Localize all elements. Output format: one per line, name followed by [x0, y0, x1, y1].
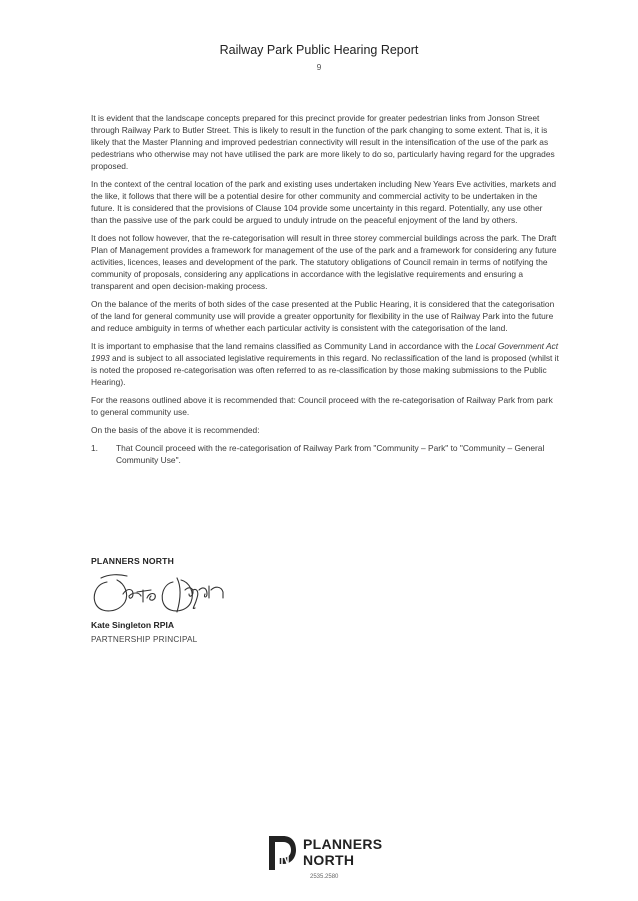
page-number: 9	[316, 62, 322, 72]
handwritten-signature	[89, 568, 239, 618]
paragraph: In the context of the central location of the park and existing uses undertaken including New Years Eve activities, markets and the like, it follows that there will be a potential desire for other community and commercial activity to be undertaken in the future. It is considered that the provisions of Clause 104 provide some uncertainty in this regard. Potentially, any use other than the passive use of the park could be argued to unduly intrude on the peaceful enjoyment of the land by others.	[91, 179, 557, 225]
paragraph: On the balance of the merits of both sides of the case presented at the Public Hearing, it is considered that the categorisation of the land for general community use will provide a greater opportunity for flexibility in the use of Railway Park into the future and reduce ambiguity in terms of whether each particular activity is consistent with the categorisation of the land.	[91, 299, 555, 333]
logo-text-line1: PLANNERS	[303, 836, 383, 852]
signer-name: Kate Singleton RPIA	[91, 620, 175, 630]
legislation-title: Local Government Act 1993	[91, 341, 559, 363]
signer-role: PARTNERSHIP PRINCIPAL	[91, 635, 198, 644]
firm-name: PLANNERS NORTH	[91, 556, 175, 566]
logo-mark-icon	[266, 830, 296, 876]
page-title: Railway Park Public Hearing Report	[219, 43, 419, 57]
paragraph-text: It is important to emphasise that the land remains classified as Community Land in accordance with the	[91, 341, 476, 351]
signature-block	[91, 556, 331, 644]
planners-north-logo	[266, 826, 406, 888]
logo-text-line2: NORTH	[303, 852, 355, 868]
recommendation-number: 1.	[91, 443, 98, 453]
paragraph-text: and is subject to all associated legislative requirements in this regard. No reclassification of the land is proposed (whilst it is noted the proposed re-categorisation was often referred to as re-classification by those making submissions to the Public Hearing).	[91, 353, 559, 387]
paragraph: On the basis of the above it is recommended:	[91, 425, 260, 435]
paragraph: It is evident that the landscape concepts prepared for this precinct provide for greater pedestrian links from Jonson Street through Railway Park to Butler Street. This is likely to result in the function of the park changing to some extent. That is, it is likely that the Master Planning and improved pedestrian connectivity will result in the intensification of the use of the park as pedestrians who otherwise may not have utilised the park are more likely to do so, particularly having regard for the upgrades proposed.	[91, 113, 555, 171]
paragraph: For the reasons outlined above it is recommended that: Council proceed with the re-categorisation of Railway Park from park to general community use.	[91, 395, 553, 417]
recommendation-text: That Council proceed with the re-categorisation of Railway Park from "Community – Park" to "Community – General Community Use".	[116, 443, 545, 465]
paragraph: It does not follow however, that the re-categorisation will result in three storey commercial buildings across the park. The Draft Plan of Management provides a framework for management of the use of the park and a framework for considering any future activities, licences, leases and development of the park. The statutory obligations of Council remain in terms of notifying the community of proposals, considering any applications in accordance with the legislative requirements and ensuring a transparent and open decision-making process.	[91, 233, 557, 291]
report-body	[91, 112, 559, 466]
document-code: 2535.2580	[310, 874, 339, 880]
recommendation-item	[91, 442, 559, 466]
paragraph	[91, 340, 559, 388]
